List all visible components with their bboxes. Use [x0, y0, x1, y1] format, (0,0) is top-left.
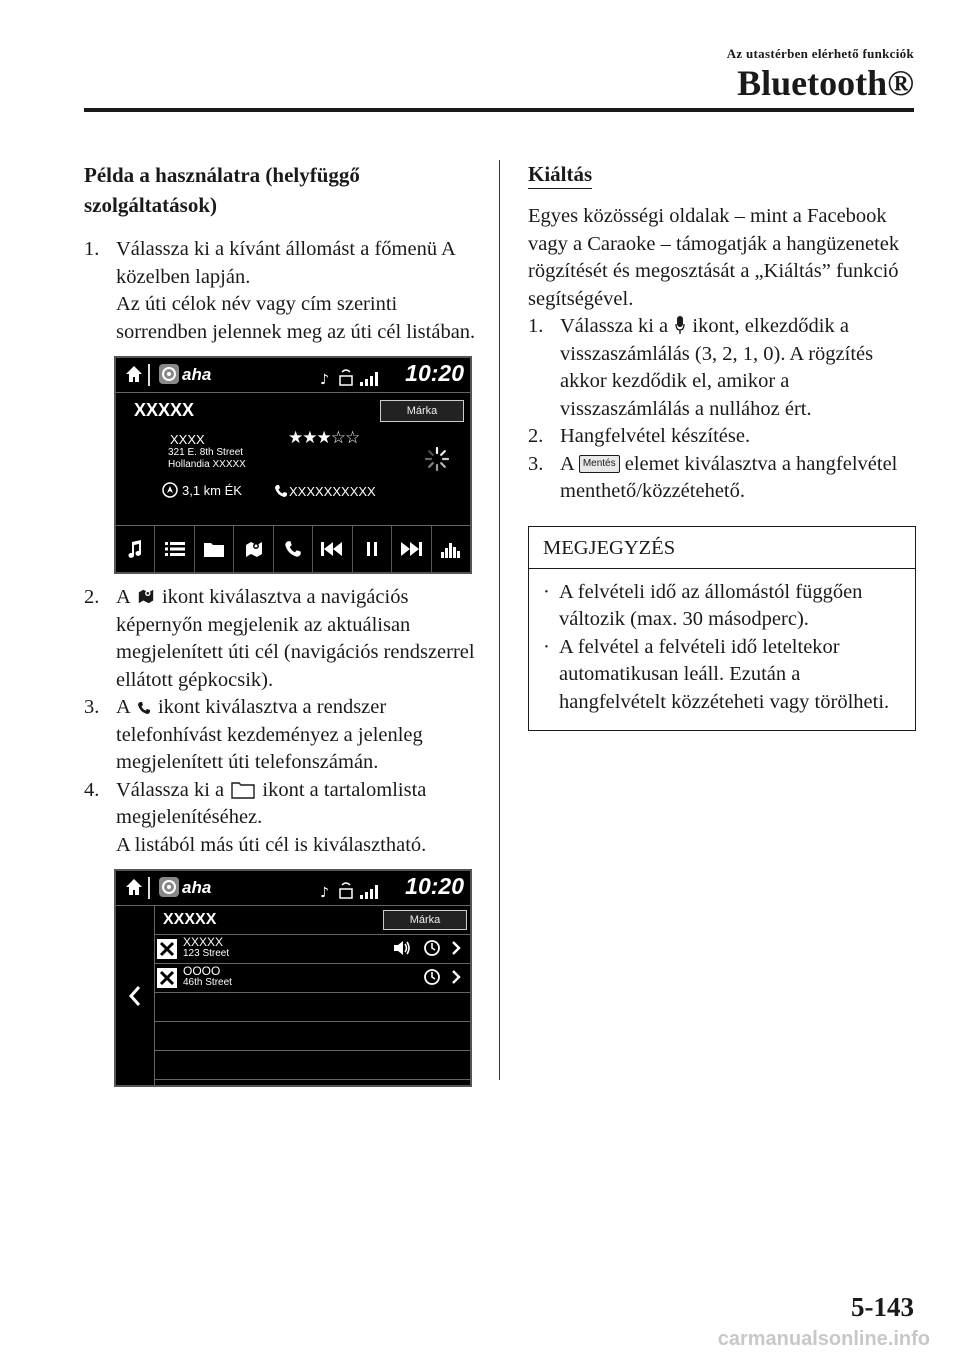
step-number: 3.	[84, 696, 100, 718]
clock: 10:20	[405, 873, 464, 899]
step-text: ikont kiválasztva a navigációs képernyőn megjelenik az aktuálisan megjelenített úti cél (navigációs rendszerrel ellátott gépkocsik).	[116, 586, 475, 691]
screen-destination-detail	[114, 356, 472, 574]
toolbar-phone-button[interactable]	[274, 526, 313, 572]
app-name: aha	[182, 365, 212, 384]
watermark: carmanualsonline.info	[717, 1328, 930, 1350]
previous-icon	[321, 541, 343, 557]
step-2	[84, 584, 484, 694]
star-filled-icon: ★	[316, 428, 331, 447]
back-button[interactable]	[116, 906, 155, 1085]
brand-button[interactable]: Márka	[380, 400, 464, 422]
list-row-empty	[155, 1051, 470, 1080]
station-title: XXXXX	[163, 911, 217, 928]
topbar-separator	[148, 364, 150, 386]
star-filled-icon: ★	[288, 428, 303, 447]
station-logo-icon	[157, 968, 177, 988]
svg-text:♪: ♪	[320, 885, 329, 901]
shout-step-2	[528, 423, 918, 451]
section-subtitle: Az utastérben elérhető funkciók	[726, 46, 914, 61]
aha-app-icon	[158, 363, 180, 385]
address-line-2: Hollandia XXXXX	[168, 459, 246, 470]
step-text: Válassza ki a kívánt állomást a főmenü A közelben lapján.	[116, 238, 455, 288]
header-rule	[84, 108, 914, 112]
column-divider	[499, 160, 500, 1080]
loading-spinner-icon	[424, 446, 450, 472]
music-icon	[126, 539, 144, 559]
distance: 3,1 km ÉK	[182, 483, 242, 498]
note-item	[543, 579, 903, 634]
step-subtext: Az úti célok név vagy cím szerinti sorrendben jelennek meg az úti cél listában.	[116, 293, 476, 343]
note-text: A felvételi idő az állomástól függően változik (max. 30 másodperc).	[559, 580, 863, 630]
list-row-empty	[155, 1022, 470, 1051]
toolbar-folder-button[interactable]	[195, 526, 234, 572]
media-toolbar	[116, 525, 470, 572]
next-icon	[400, 541, 422, 557]
chevron-right-icon[interactable]	[451, 969, 461, 985]
timer-icon[interactable]	[423, 968, 441, 986]
step-text: ikont a tartalomlista megjelenítéséhez.	[116, 778, 427, 828]
toolbar-navigation-button[interactable]	[234, 526, 273, 572]
navigation-icon	[137, 586, 155, 606]
topbar-separator	[148, 877, 150, 899]
equalizer-icon	[441, 540, 461, 558]
toolbar-list-button[interactable]	[155, 526, 194, 572]
list-row[interactable]	[155, 935, 470, 964]
timer-icon[interactable]	[423, 939, 441, 957]
step-number: 4.	[84, 778, 100, 801]
phone-icon	[284, 540, 302, 558]
step-number: 2.	[528, 425, 544, 447]
place-name: XXXX	[170, 432, 205, 447]
note-title: MEGJEGYZÉS	[529, 527, 915, 569]
home-icon[interactable]	[124, 877, 144, 897]
station-logo-icon	[157, 939, 177, 959]
shout-step-1	[528, 313, 918, 423]
left-column	[84, 160, 484, 1097]
app-name: aha	[182, 878, 212, 897]
step-text: ikont, elkezdődik a visszaszámlálás (3, 2, 1, 0). A rögzítés akkor kezdődik el, amikor a visszaszámlálás a nullához ért.	[560, 315, 874, 420]
save-button: Mentés	[579, 455, 620, 473]
bullet-icon: ·	[543, 635, 550, 658]
brand-button[interactable]: Márka	[383, 910, 467, 930]
step-number: 1.	[84, 238, 100, 260]
step-text: Hangfelvétel készítése.	[560, 425, 751, 447]
step-prefix: Válassza ki a	[560, 315, 669, 337]
right-heading: Kiáltás	[528, 160, 592, 189]
step-prefix: A	[116, 586, 130, 608]
aha-app-icon	[158, 876, 180, 898]
left-heading: Példa a használatra (helyfüggő szolgáltatások)	[84, 163, 360, 217]
intro-text: Egyes közösségi oldalak – mint a Facebook vagy a Caraoke – támogatják a hangüzenetek rögzítését és megosztását a „Kiáltás” funkció segítségével.	[528, 205, 900, 310]
step-number: 3.	[528, 452, 544, 475]
address-line-1: 321 E. 8th Street	[168, 447, 244, 458]
step-subtext: A listából más úti cél is kiválasztható.	[116, 833, 427, 856]
step-prefix: A	[560, 452, 574, 475]
speaker-icon	[393, 940, 411, 956]
note-item	[543, 634, 903, 717]
row-name: XXXXX	[183, 935, 224, 949]
toolbar-previous-button[interactable]	[313, 526, 352, 572]
right-column	[528, 160, 918, 731]
page-title: Bluetooth®	[737, 63, 914, 103]
step-1	[84, 236, 484, 291]
step-prefix: A	[116, 696, 130, 718]
step-text: ikont kiválasztva a rendszer telefonhívást kezdeményez a jelenleg megjelenített úti telefonszámán.	[116, 696, 423, 773]
chevron-left-icon	[128, 985, 142, 1007]
step-number: 1.	[528, 315, 544, 337]
star-filled-icon: ★	[302, 428, 317, 447]
row-name: OOOO	[183, 964, 221, 978]
toolbar-music-button[interactable]	[116, 526, 155, 572]
toolbar-next-button[interactable]	[392, 526, 431, 572]
star-empty-icon: ☆	[345, 428, 360, 447]
distance-icon	[162, 482, 178, 498]
list-row-empty	[155, 993, 470, 1022]
rating-stars	[288, 428, 359, 448]
microphone-icon	[675, 315, 685, 335]
pause-icon	[366, 541, 378, 557]
toolbar-pause-button[interactable]	[353, 526, 392, 572]
phone-number: XXXXXXXXXX	[289, 484, 376, 499]
phone-small-icon	[274, 484, 288, 498]
status-icons	[320, 366, 382, 388]
step-prefix: Válassza ki a	[116, 778, 225, 801]
star-empty-icon: ☆	[330, 428, 345, 447]
folder-icon	[231, 781, 255, 799]
step-number: 2.	[84, 586, 100, 608]
step-text: elemet kiválasztva a hangfelvétel menthető/közzétehető.	[560, 452, 898, 502]
list-icon	[165, 541, 185, 557]
shout-step-3	[528, 451, 918, 506]
step-4	[84, 777, 484, 832]
row-street: 46th Street	[183, 977, 232, 988]
svg-text:♪: ♪	[320, 372, 329, 388]
screen-topbar	[116, 871, 470, 906]
phone-icon	[137, 700, 151, 716]
folder-icon	[204, 541, 224, 557]
step-1-sub	[84, 291, 484, 346]
step-3	[84, 694, 484, 777]
row-street: 123 Street	[183, 948, 230, 959]
list-header	[155, 906, 470, 935]
home-icon[interactable]	[124, 364, 144, 384]
clock: 10:20	[405, 360, 464, 386]
bullet-icon: ·	[543, 580, 550, 603]
station-title: XXXXX	[134, 400, 195, 420]
note-text: A felvétel a felvételi idő leteltekor automatikusan leáll. Ezután a hangfelvételt közzéteheti vagy törölheti.	[559, 635, 890, 713]
navigation-icon	[244, 539, 264, 559]
page-number: 5-143	[851, 1292, 914, 1322]
list-row[interactable]	[155, 964, 470, 993]
step-4-sub	[84, 832, 484, 860]
chevron-right-icon[interactable]	[451, 940, 461, 956]
screen-content-list	[114, 869, 472, 1087]
status-icons	[320, 879, 382, 901]
note-box	[528, 526, 916, 732]
screen-topbar	[116, 358, 470, 393]
toolbar-equalizer-button[interactable]	[432, 526, 470, 572]
